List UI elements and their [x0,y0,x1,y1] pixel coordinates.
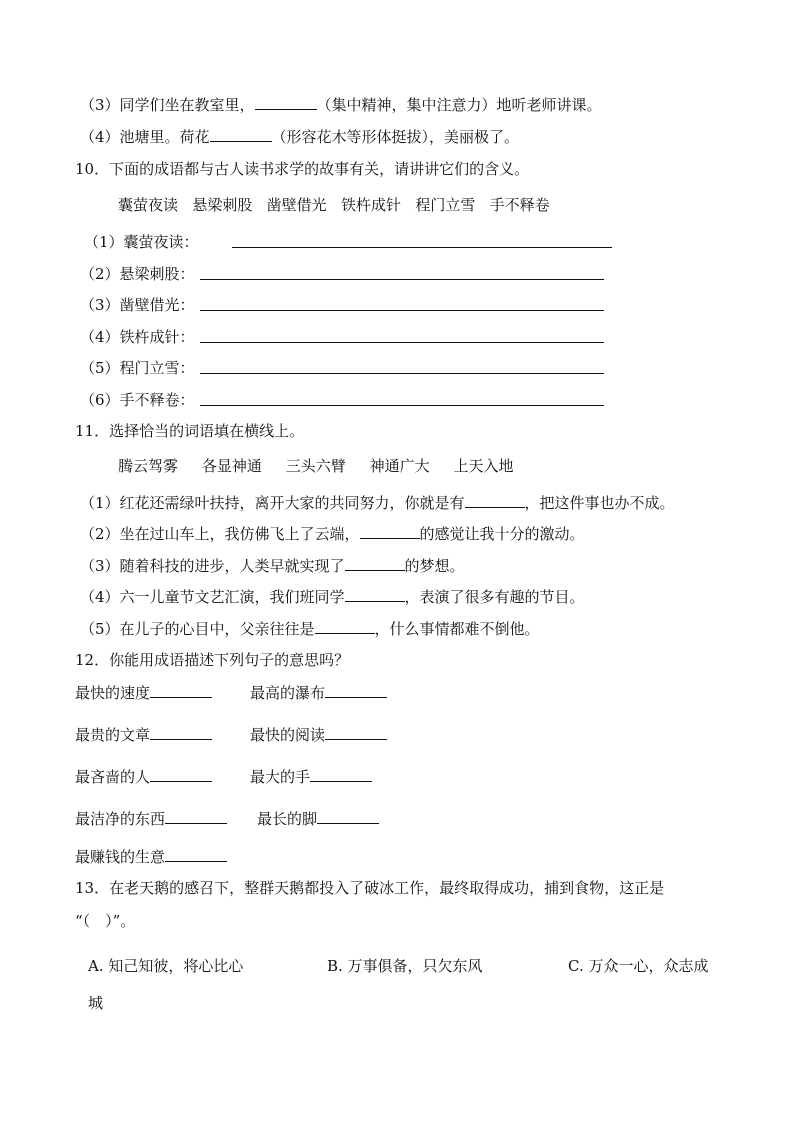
q10-idiom: 凿壁借光 [266,196,327,214]
q11-item-5 [80,619,540,639]
q12-blank[interactable] [325,683,387,698]
q11-item-2-text: （2）坐在过山车上，我仿佛飞上了云端， [80,525,360,543]
q11-item-2 [80,524,585,544]
q11-item-2-tail: 的感觉让我十分的激动。 [419,525,585,543]
q12-prompt-text: 最快的速度 [75,684,151,702]
q10-item-4-answer-line[interactable] [200,342,604,343]
q10-item-1: （1）囊萤夜读： [84,233,199,251]
q12-title: 12．你能用成语描述下列句子的意思吗？ [75,651,350,669]
q9-item-3 [80,95,602,115]
q12-blank[interactable] [150,767,212,782]
q9-item-4-hint: （形容花木等形体挺拔），美丽极了。 [271,128,520,146]
q11-item-3-tail: 的梦想。 [404,557,465,575]
q10-idiom: 程门立雪 [415,196,476,214]
q12-prompt [250,767,372,787]
q11-word: 上天入地 [453,457,514,475]
q13-option-b[interactable]: B. 万事俱备，只欠东风 [327,957,483,975]
q12-prompt-text: 最吝啬的人 [75,768,151,786]
q12-prompt [257,809,379,829]
q11-item-5-blank[interactable] [315,619,375,634]
q12-prompt [75,683,212,703]
q10-item-4: （4）铁杵成针： [80,328,195,346]
q12-blank[interactable] [310,767,372,782]
q11-item-1-tail: ，把这件事也办不成。 [524,494,675,512]
q9-item-3-hint: （集中精神，集中注意力）地听老师讲课。 [316,96,602,114]
q13-title-cont: “（ ）”。 [75,912,136,930]
q11-item-5-text: （5）在儿子的心目中，父亲往往是 [80,620,315,638]
q10-idiom: 铁杵成针 [340,196,401,214]
q11-item-4 [80,587,585,607]
q11-item-1-text: （1）红花还需绿叶扶持，离开大家的共同努力，你就是有 [80,494,465,512]
q10-idiom-list [118,195,550,215]
q11-item-3-blank[interactable] [345,556,405,571]
q9-item-3-blank[interactable] [255,95,317,110]
q10-title: 10．下面的成语都与古人读书求学的故事有关，请讲讲它们的含义。 [75,160,530,178]
q11-word: 神通广大 [369,457,430,475]
q12-blank[interactable] [165,809,227,824]
q10-item-1-answer-line[interactable] [232,247,612,248]
q11-word-bank [118,456,513,476]
q12-prompt-text: 最长的脚 [257,810,318,828]
q11-item-4-blank[interactable] [345,587,405,602]
q10-idiom: 悬梁刺股 [192,196,253,214]
q12-prompt-text: 最快的阅读 [250,726,326,744]
q11-item-4-text: （4）六一儿童节文艺汇演，我们班同学 [80,588,345,606]
q11-word: 三头六臂 [285,457,346,475]
q12-blank[interactable] [165,847,227,862]
q9-item-4-text: （4）池塘里。荷花 [80,128,210,146]
q11-item-5-tail: ，什么事情都难不倒他。 [374,620,540,638]
q9-item-4-blank[interactable] [210,127,272,142]
q12-prompt-text: 最洁净的东西 [75,810,166,828]
q12-prompt-text: 最高的瀑布 [250,684,326,702]
q12-prompt-text: 最赚钱的生意 [75,848,166,866]
q12-prompt [250,683,387,703]
q12-prompt [75,767,212,787]
q12-prompt [250,725,387,745]
q12-blank[interactable] [317,809,379,824]
q11-item-4-tail: ，表演了很多有趣的节目。 [404,588,585,606]
q12-prompt-text: 最大的手 [250,768,311,786]
q10-idiom: 手不释卷 [489,196,550,214]
q13-title: 13．在老天鹅的感召下，整群天鹅都投入了破冰工作，最终取得成功，捕到食物，这正是 [75,879,665,897]
q10-item-3: （3）凿壁借光： [80,296,195,314]
q11-word: 各显神通 [201,457,262,475]
q11-title: 11．选择恰当的词语填在横线上。 [75,422,305,440]
q10-item-6: （6）手不释卷： [80,391,195,409]
q11-item-2-blank[interactable] [360,524,420,539]
q12-prompt-text: 最贵的文章 [75,726,151,744]
q10-item-5: （5）程门立雪： [80,359,195,377]
q9-item-3-text: （3）同学们坐在教室里， [80,96,255,114]
q12-prompt [75,725,212,745]
q10-idiom: 囊萤夜读 [118,196,179,214]
q10-item-2: （2）悬梁刺股： [80,265,195,283]
q9-item-4 [80,127,519,147]
q12-blank[interactable] [150,725,212,740]
q12-prompt [75,809,227,829]
q12-blank[interactable] [150,683,212,698]
q12-blank[interactable] [325,725,387,740]
q10-item-6-answer-line[interactable] [200,405,604,406]
q10-item-2-answer-line[interactable] [200,279,604,280]
q13-option-c-wrap: 城 [88,994,104,1012]
q11-item-1 [80,493,675,513]
q11-item-3 [80,556,465,576]
q10-item-5-answer-line[interactable] [200,373,604,374]
q10-item-3-answer-line[interactable] [200,310,604,311]
q11-item-1-blank[interactable] [465,493,525,508]
q13-option-a[interactable]: A. 知己知彼，将心比心 [88,957,244,975]
q12-prompt [75,847,227,867]
q13-option-c[interactable]: C. 万众一心，众志成 [568,957,709,975]
q11-word: 腾云驾雾 [118,457,179,475]
q11-item-3-text: （3）随着科技的进步，人类早就实现了 [80,557,345,575]
